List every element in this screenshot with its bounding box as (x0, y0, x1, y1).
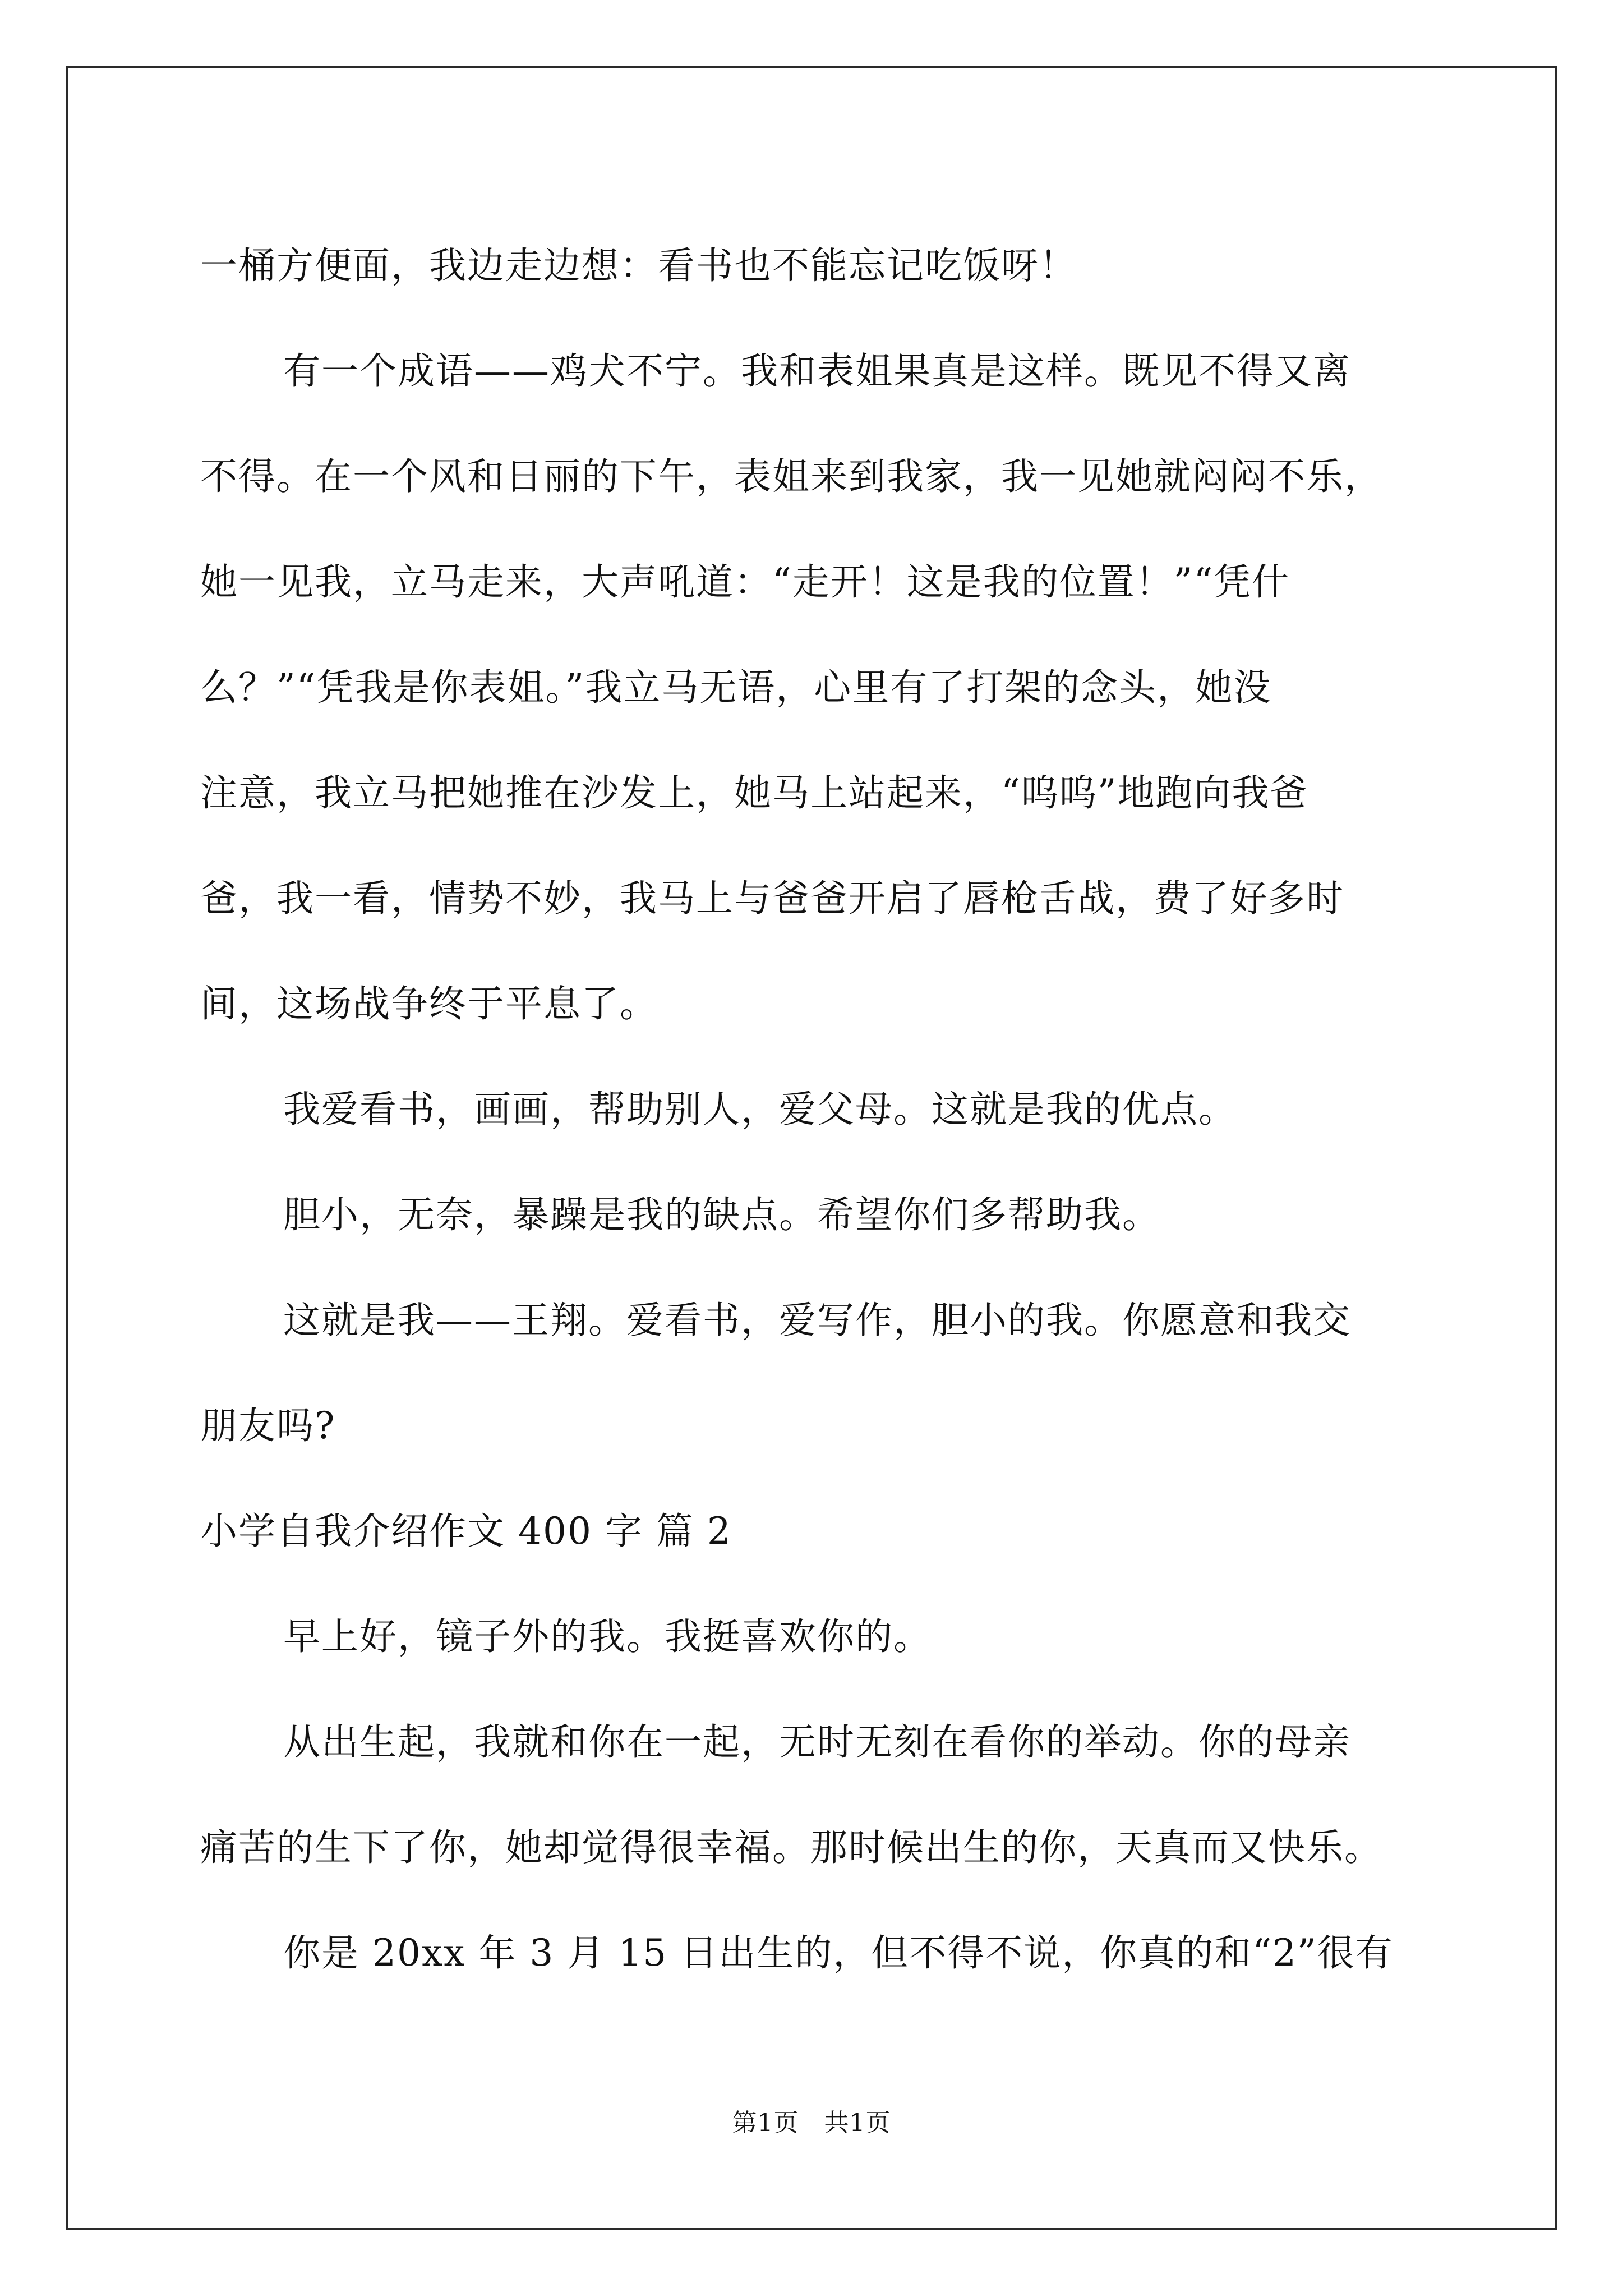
text-line-7: 爸，我一看，情势不妙，我马上与爸爸开启了唇枪舌战，费了好多时 (200, 877, 1344, 920)
text-line-14: 早上好，镜子外的我。我挺喜欢你的。 (283, 1615, 932, 1658)
text-line-1: 一桶方便面，我边走边想：看书也不能忘记吃饭呀！ (200, 244, 1077, 287)
text-line-15: 从出生起，我就和你在一起，无时无刻在看你的举动。你的母亲 (283, 1720, 1351, 1764)
text-line-5: 么？”“凭我是你表姐。”我立马无语，心里有了打架的念头，她没 (200, 666, 1272, 709)
text-line-2: 有一个成语——鸡犬不宁。我和表姐果真是这样。既见不得又离 (283, 349, 1351, 393)
text-line-12: 朋友吗? (200, 1404, 336, 1447)
text-line-16: 痛苦的生下了你，她却觉得很幸福。那时候出生的你，天真而又快乐。 (200, 1826, 1382, 1869)
text-line-8: 间，这场战争终于平息了。 (200, 982, 658, 1025)
text-line-3: 不得。在一个风和日丽的下午，表姐来到我家，我一见她就闷闷不乐， (200, 455, 1382, 498)
page-footer: 第1页 共1页 (732, 2109, 891, 2137)
text-line-9: 我爱看书，画画，帮助别人，爱父母。这就是我的优点。 (283, 1088, 1237, 1131)
section-heading: 小学自我介绍作文 400 字 篇 2 (200, 1510, 732, 1553)
text-line-11: 这就是我——王翔。爱看书，爱写作，胆小的我。你愿意和我交 (283, 1299, 1351, 1342)
document-body (200, 213, 1462, 2006)
text-line-17: 你是 20xx 年 3 月 15 日出生的，但不得不说，你真的和“2”很有 (283, 1931, 1394, 1975)
text-line-4: 她一见我，立马走来，大声吼道：“走开！这是我的位置！”“凭什 (200, 560, 1290, 604)
text-line-6: 注意，我立马把她推在沙发上，她马上站起来，“呜呜”地跑向我爸 (200, 771, 1308, 815)
text-line-10: 胆小，无奈，暴躁是我的缺点。希望你们多帮助我。 (283, 1193, 1160, 1236)
